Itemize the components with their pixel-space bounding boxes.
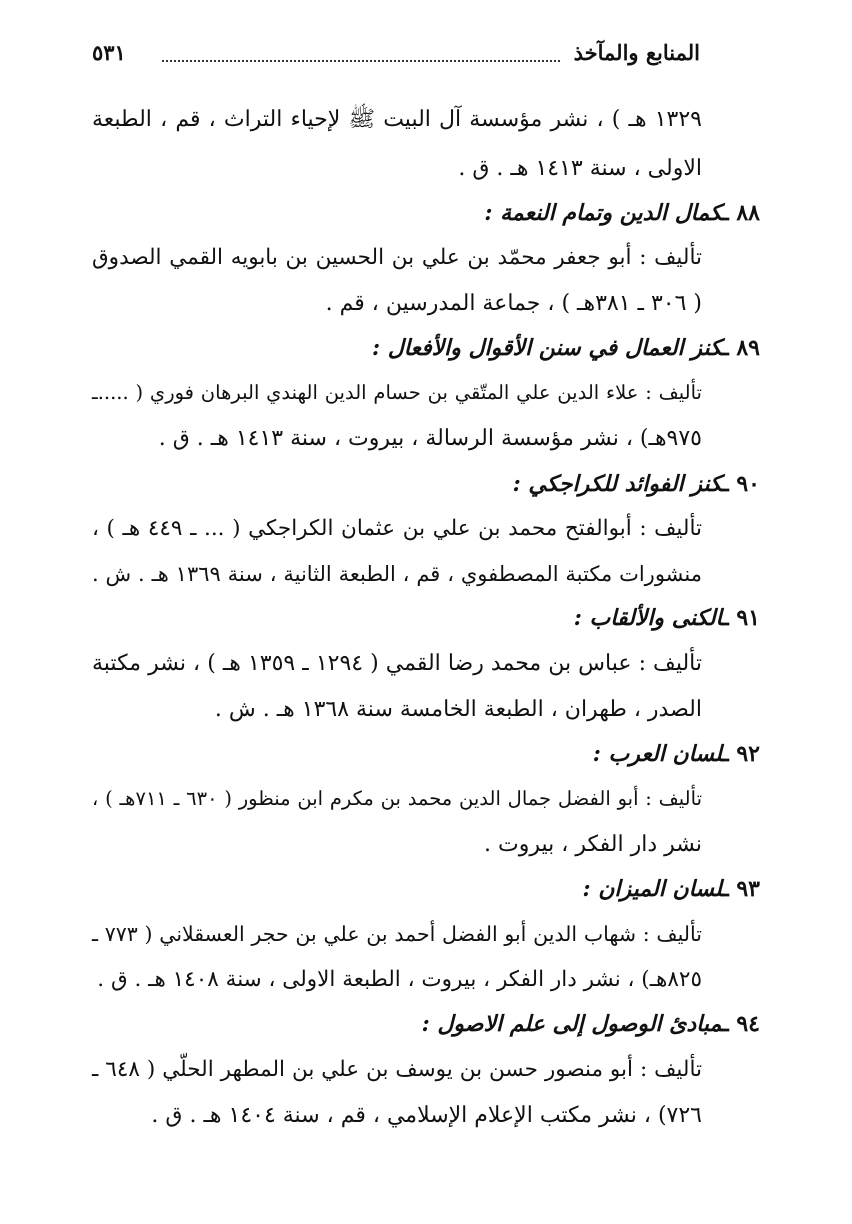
entry-line-2: ٩٧٥هـ) ، نشر مؤسسة الرسالة ، بيروت ، سنة ١٤١٣ هـ . ق . <box>158 426 702 451</box>
entry-number: ٩٣ ـ <box>722 876 760 902</box>
entry-number: ٨٩ ـ <box>722 335 760 361</box>
intro-line-2: الاولى ، سنة ١٤١٣ هـ . ق . <box>458 156 702 181</box>
entry-line-1: تأليف : عباس بن محمد رضا القمي ( ١٢٩٤ ـ ١٣٥٩ هـ ) ، نشر مكتبة <box>92 651 702 676</box>
entry-heading <box>484 198 760 230</box>
entry-line-1: تأليف : أبو الفضل جمال الدين محمد بن مكرم ابن منظور ( ٦٣٠ ـ ٧١١هـ ) ، <box>92 787 702 810</box>
entry-number: ٩٢ ـ <box>722 741 760 767</box>
entry-line-2: منشورات مكتبة المصطفوي ، قم ، الطبعة الثانية ، سنة ١٣٦٩ هـ . ش . <box>92 562 702 586</box>
entry-number: ٩١ ـ <box>722 605 760 631</box>
running-title: المنابع والمآخذ <box>573 40 700 65</box>
entry-heading <box>574 603 760 635</box>
entry-heading <box>582 874 760 906</box>
entry-line-1: تأليف : أبو جعفر محمّد بن علي بن الحسين بن بابويه القمي الصدوق <box>92 245 702 270</box>
entry-number: ٨٨ ـ <box>722 200 760 226</box>
intro-line-1: ١٣٢٩ هـ ) ، نشر مؤسسة آل البيت ﷺ لإحياء التراث ، قم ، الطبعة <box>92 107 702 132</box>
header-leader-dots <box>162 60 560 62</box>
entry-title: كنز العمال في سنن الأقوال والأفعال : <box>372 335 723 361</box>
entry-title: كمال الدين وتمام النعمة : <box>484 200 723 226</box>
entry-line-2: ٨٢٥هـ) ، نشر دار الفكر ، بيروت ، الطبعة الاولى ، سنة ١٤٠٨ هـ . ق . <box>97 967 702 992</box>
entry-title: الكنى والألقاب : <box>573 605 723 631</box>
entry-title: كنز الفوائد للكراجكي : <box>512 471 723 497</box>
entry-line-2: ٧٢٦) ، نشر مكتب الإعلام الإسلامي ، قم ، سنة ١٤٠٤ هـ . ق . <box>151 1103 702 1128</box>
entry-heading <box>422 1009 760 1041</box>
entry-heading <box>513 469 760 501</box>
entry-line-2: ( ٣٠٦ ـ ٣٨١هـ ) ، جماعة المدرسين ، قم . <box>325 291 702 316</box>
entry-line-1: تأليف : أبو منصور حسن بن يوسف بن علي بن المطهر الحلّي ( ٦٤٨ ـ <box>92 1057 702 1082</box>
entry-number: ٩٠ ـ <box>722 471 760 497</box>
entry-line-2: نشر دار الفكر ، بيروت . <box>484 832 702 857</box>
entry-heading <box>593 739 760 771</box>
entry-title: مبادئ الوصول إلى علم الاصول : <box>421 1011 723 1037</box>
entry-heading <box>372 333 760 365</box>
page-number: ٥٣١ <box>92 40 126 65</box>
page-header <box>92 38 700 78</box>
entry-line-1: تأليف : أبوالفتح محمد بن علي بن عثمان الكراجكي ( ... ـ ٤٤٩ هـ ) ، <box>92 516 703 541</box>
entry-title: لسان الميزان : <box>582 876 723 902</box>
entry-line-1: تأليف : علاء الدين علي المتّقي بن حسام الدين الهندي البرهان فوري ( .....ـ <box>92 381 702 404</box>
entry-line-2: الصدر ، طهران ، الطبعة الخامسة سنة ١٣٦٨ هـ . ش . <box>214 697 702 722</box>
entry-line-1: تأليف : شهاب الدين أبو الفضل أحمد بن علي بن حجر العسقلاني ( ٧٧٣ ـ <box>92 922 702 946</box>
entry-number: ٩٤ ـ <box>722 1011 760 1037</box>
entry-title: لسان العرب : <box>592 741 723 767</box>
